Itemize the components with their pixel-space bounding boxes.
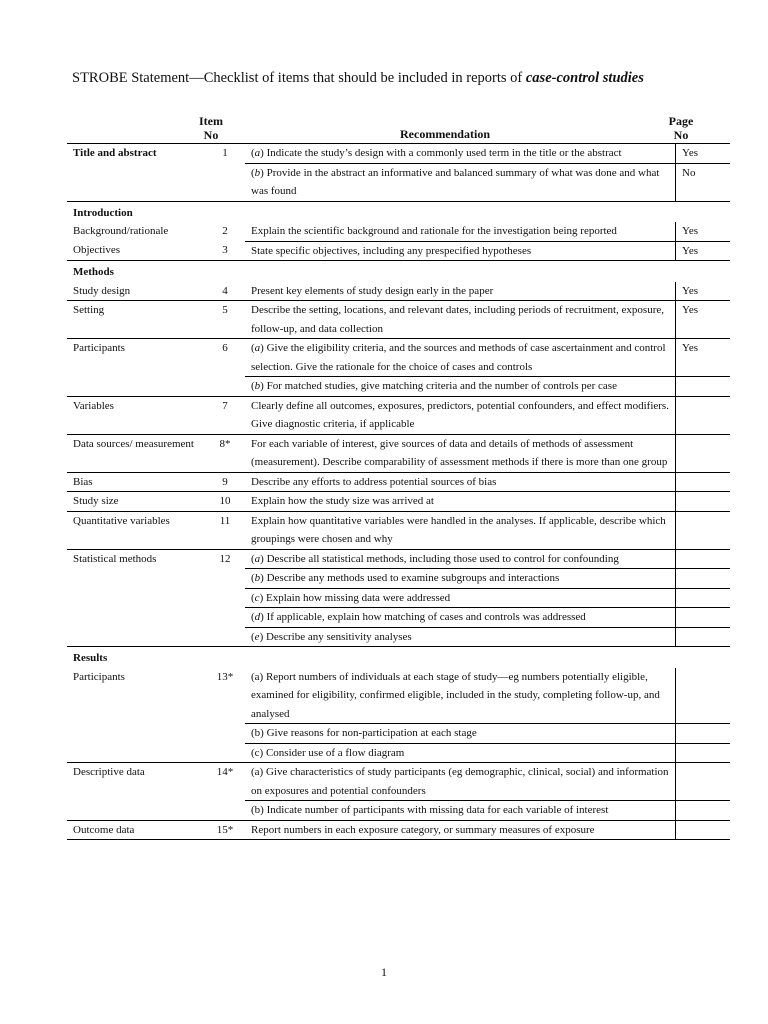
- row-item-number: 13*: [216, 670, 234, 683]
- row-sub-label: a: [254, 552, 261, 565]
- row-page-no: [676, 820, 731, 840]
- row-recommendation: (b) For matched studies, give matching criteria and the number of controls per case: [245, 377, 676, 397]
- row-page-no: Yes: [676, 222, 731, 241]
- row-recommendation: Report numbers in each exposure category, or summary measures of exposure: [245, 820, 676, 840]
- row-topic: Background/rationale: [73, 225, 169, 237]
- row-recommendation: (a) Report numbers of individuals at each stage of study—eg numbers potentially eligible, examined for eligibility, confirmed eligible, included in the study, completing follow-up, and analysed: [251, 670, 660, 720]
- row-recommendation-text: For matched studies, give matching criteria and the number of controls per case: [263, 380, 617, 392]
- row-page-no: Yes: [676, 282, 731, 301]
- row-recommendation-text: Indicate the study’s design with a commonly used term in the title or the abstract: [263, 147, 622, 159]
- row-recommendation: Explain the scientific background and rationale for the investigation being reported: [251, 225, 617, 237]
- row-item-number: 8*: [197, 434, 245, 472]
- table-row: [67, 668, 730, 724]
- row-item-number: [197, 377, 245, 397]
- table-row: [67, 434, 730, 472]
- row-page-no: Yes: [676, 144, 731, 164]
- document-title: [72, 70, 644, 87]
- row-page-no: [676, 801, 731, 821]
- row-item-number: 12: [197, 549, 245, 569]
- row-topic: Data sources/ measurement: [67, 434, 197, 472]
- row-sub-label: e: [254, 630, 260, 643]
- row-page-no: [676, 743, 731, 763]
- row-recommendation: (d) If applicable, explain how matching of cases and controls was addressed: [245, 608, 676, 628]
- header-recommendation: Recommendation: [400, 127, 490, 141]
- table-row: [67, 472, 730, 492]
- row-recommendation: (a) Give the eligibility criteria, and the sources and methods of case ascertainment and control selection. Give the rationale for the choice of cases and controls: [245, 339, 676, 377]
- table-row: [67, 743, 730, 763]
- checklist-table: [67, 143, 707, 840]
- row-page-no: [676, 492, 731, 512]
- row-item-number: [197, 627, 245, 647]
- row-recommendation-text: Describe any methods used to examine subgroups and interactions: [263, 572, 560, 584]
- row-recommendation: (b) Provide in the abstract an informative and balanced summary of what was done and what was found: [245, 163, 676, 201]
- row-topic: [67, 608, 197, 628]
- row-topic: [67, 801, 197, 821]
- title-prefix: STROBE Statement—Checklist of items that should be included in reports of: [72, 70, 526, 86]
- row-topic: [67, 377, 197, 397]
- row-sub-label: b: [254, 572, 261, 584]
- row-recommendation: Describe any efforts to address potential sources of bias: [245, 472, 676, 492]
- row-page-no: [676, 668, 731, 724]
- section-row: [67, 261, 730, 282]
- row-sub-label: b: [254, 166, 261, 179]
- row-recommendation-text: Describe all statistical methods, including those used to control for confounding: [263, 552, 619, 565]
- row-item-number: 7: [197, 396, 245, 434]
- row-page-no: Yes: [676, 301, 731, 339]
- row-page-no: [676, 569, 731, 589]
- table-row: [67, 569, 730, 589]
- row-topic: Objectives: [73, 244, 121, 256]
- row-item-number: 2: [222, 225, 228, 237]
- row-recommendation: (c) Consider use of a flow diagram: [245, 743, 676, 763]
- row-topic: Outcome data: [67, 820, 197, 840]
- section-methods: Methods: [67, 261, 730, 282]
- row-topic: [67, 724, 197, 744]
- row-item-number: 1: [197, 144, 245, 164]
- row-recommendation: (b) Describe any methods used to examine subgroups and interactions: [245, 569, 676, 589]
- row-topic: Statistical methods: [67, 549, 197, 569]
- row-sub-label: a: [254, 147, 261, 159]
- table-row: [67, 163, 730, 201]
- row-topic: [67, 569, 197, 589]
- table-row: [67, 549, 730, 569]
- row-page-no: [676, 588, 731, 608]
- row-item-number: [197, 163, 245, 201]
- row-recommendation: (a) Indicate the study’s design with a commonly used term in the title or the abstract: [245, 144, 676, 164]
- row-recommendation: For each variable of interest, give sources of data and details of methods of assessment (measurement). Describe comparability of assessment methods if there is more than one group: [245, 434, 676, 472]
- header-item-no: [196, 114, 226, 142]
- row-page-no: Yes: [676, 241, 731, 261]
- table-row: [67, 282, 730, 301]
- row-topic: Quantitative variables: [67, 511, 197, 549]
- row-recommendation: Explain how the study size was arrived at: [245, 492, 676, 512]
- row-recommendation: State specific objectives, including any prespecified hypotheses: [245, 241, 676, 261]
- row-recommendation-text: Provide in the abstract an informative and balanced summary of what was done and what was found: [251, 166, 660, 197]
- row-topic: Title and abstract: [67, 144, 197, 164]
- row-topic: [67, 163, 197, 201]
- row-topic: Participants: [73, 670, 125, 683]
- row-topic: Bias: [67, 472, 197, 492]
- row-recommendation: Explain how quantitative variables were handled in the analyses. If applicable, describe which groupings were chosen and why: [245, 511, 676, 549]
- row-sub-label: c: [254, 591, 260, 604]
- header-page-line2: No: [673, 128, 689, 142]
- row-topic: [67, 627, 197, 647]
- table-row: [67, 241, 730, 261]
- title-emphasis: case-control studies: [525, 70, 644, 86]
- row-item-number: 9: [197, 472, 245, 492]
- section-row: [67, 647, 730, 668]
- row-page-no: [676, 549, 731, 569]
- row-topic: [67, 588, 197, 608]
- header-page-no: [660, 114, 702, 142]
- row-page-no: [676, 472, 731, 492]
- row-sub-label: b: [254, 380, 261, 392]
- row-page-no: [676, 396, 731, 434]
- row-recommendation: (b) Indicate number of participants with missing data for each variable of interest: [245, 801, 676, 821]
- row-topic: Variables: [67, 396, 197, 434]
- table-row: [67, 588, 730, 608]
- row-topic: Descriptive data: [67, 763, 197, 801]
- row-item-number: [197, 608, 245, 628]
- row-recommendation: Describe the setting, locations, and relevant dates, including periods of recruitment, exposure, follow-up, and data collection: [245, 301, 676, 339]
- row-page-no: [676, 627, 731, 647]
- row-recommendation-text: Describe any sensitivity analyses: [263, 630, 412, 643]
- row-recommendation: (e) Describe any sensitivity analyses: [245, 627, 676, 647]
- section-introduction: Introduction: [67, 201, 730, 222]
- row-recommendation-text: Give the eligibility criteria, and the sources and methods of case ascertainment and control selection. Give the rationale for the choice of cases and controls: [251, 342, 666, 373]
- table-row: [67, 396, 730, 434]
- row-recommendation: (a) Give characteristics of study participants (eg demographic, clinical, social) and information on exposures and potential confounders: [245, 763, 676, 801]
- row-item-number: 15*: [197, 820, 245, 840]
- row-page-no: No: [676, 163, 731, 201]
- row-page-no: [676, 511, 731, 549]
- row-page-no: [676, 434, 731, 472]
- table-row: [67, 608, 730, 628]
- table-row: [67, 339, 730, 377]
- row-item-number: 11: [197, 511, 245, 549]
- header-item-line1: Item: [199, 114, 223, 128]
- row-item-number: [197, 724, 245, 744]
- row-recommendation: (a) Describe all statistical methods, including those used to control for confounding: [245, 549, 676, 569]
- row-page-no: [676, 608, 731, 628]
- header-page-line1: Page: [668, 114, 694, 128]
- row-item-number: 5: [197, 301, 245, 339]
- row-item-number: [197, 801, 245, 821]
- table-row: [67, 820, 730, 840]
- row-item-number: 6: [197, 339, 245, 377]
- row-recommendation-text: Explain how missing data were addressed: [263, 591, 451, 604]
- row-item-number: [197, 588, 245, 608]
- row-topic: Participants: [67, 339, 197, 377]
- row-item-number: 14*: [197, 763, 245, 801]
- row-topic: Study size: [67, 492, 197, 512]
- table-row: [67, 144, 730, 164]
- row-page-no: Yes: [676, 339, 731, 377]
- table-row: [67, 627, 730, 647]
- row-recommendation: Clearly define all outcomes, exposures, predictors, potential confounders, and effect modifiers. Give diagnostic criteria, if applicable: [245, 396, 676, 434]
- table-row: [67, 801, 730, 821]
- row-sub-label: a: [254, 342, 261, 354]
- table-row: [67, 492, 730, 512]
- section-row: [67, 201, 730, 222]
- page-number: 1: [381, 965, 387, 979]
- table-row: [67, 377, 730, 397]
- table-row: [67, 511, 730, 549]
- row-recommendation: Present key elements of study design early in the paper: [251, 284, 494, 297]
- row-item-number: 3: [222, 244, 228, 256]
- row-topic: Study design: [73, 284, 131, 297]
- table-row: [67, 724, 730, 744]
- row-sub-label: d: [254, 611, 261, 623]
- row-topic: [67, 743, 197, 763]
- row-item-number: 4: [222, 284, 228, 297]
- section-results: Results: [67, 647, 730, 668]
- row-recommendation: (c) Explain how missing data were addressed: [245, 588, 676, 608]
- header-item-line2: No: [203, 128, 219, 142]
- row-page-no: [676, 724, 731, 744]
- row-recommendation: (b) Give reasons for non-participation at each stage: [245, 724, 676, 744]
- row-item-number: [197, 743, 245, 763]
- table-row: [67, 301, 730, 339]
- row-item-number: [197, 569, 245, 589]
- row-page-no: [676, 763, 731, 801]
- row-recommendation-text: If applicable, explain how matching of cases and controls was addressed: [263, 611, 586, 623]
- table-row: [67, 763, 730, 801]
- row-item-number: 10: [197, 492, 245, 512]
- row-page-no: [676, 377, 731, 397]
- table-row: [67, 222, 730, 241]
- row-topic: Setting: [67, 301, 197, 339]
